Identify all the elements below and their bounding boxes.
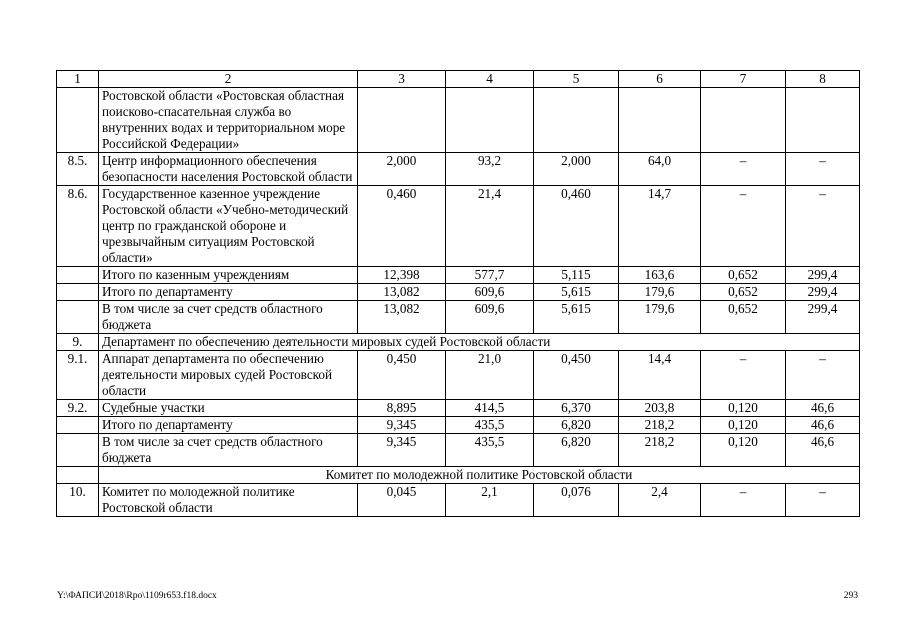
row-number (57, 467, 99, 484)
row-number: 8.6. (57, 186, 99, 267)
value-cell: 0,460 (358, 186, 446, 267)
value-cell: – (701, 153, 786, 186)
value-cell: 14,4 (619, 351, 701, 400)
value-cell: – (701, 484, 786, 517)
table-row (57, 484, 860, 517)
column-number-5: 5 (534, 71, 619, 88)
value-cell: 577,7 (446, 267, 534, 284)
footer-page-number: 293 (843, 591, 858, 601)
row-number: 9.2. (57, 400, 99, 417)
value-cell: 179,6 (619, 284, 701, 301)
value-cell: 12,398 (358, 267, 446, 284)
column-number-3: 3 (358, 71, 446, 88)
row-number: 8.5. (57, 153, 99, 186)
row-number (57, 284, 99, 301)
value-cell: 2,000 (358, 153, 446, 186)
row-number (57, 417, 99, 434)
column-number-7: 7 (701, 71, 786, 88)
value-cell: 218,2 (619, 417, 701, 434)
value-cell (446, 88, 534, 153)
row-name: Ростовской области «Ростовская областная поисково-спасательная служба во внутренних водах и территориальном море Российской Федерации» (99, 88, 358, 153)
value-cell: 203,8 (619, 400, 701, 417)
value-cell: 9,345 (358, 434, 446, 467)
table-row (57, 467, 860, 484)
column-number-4: 4 (446, 71, 534, 88)
value-cell: 0,450 (534, 351, 619, 400)
value-cell: 2,000 (534, 153, 619, 186)
value-cell: 0,450 (358, 351, 446, 400)
value-cell: 46,6 (786, 417, 860, 434)
row-name: Аппарат департамента по обеспечению деятельности мировых судей Ростовской области (99, 351, 358, 400)
table-row (57, 301, 860, 334)
value-cell: 0,460 (534, 186, 619, 267)
value-cell: – (786, 351, 860, 400)
value-cell: 21,4 (446, 186, 534, 267)
row-name: В том числе за счет средств областного бюджета (99, 434, 358, 467)
value-cell (619, 88, 701, 153)
row-name: Итого по казенным учреждениям (99, 267, 358, 284)
value-cell: 435,5 (446, 434, 534, 467)
footer-file-path: Y:\ФАПСИ\2018\Rpo\1109r653.f18.docx (57, 591, 217, 601)
value-cell: 46,6 (786, 434, 860, 467)
value-cell: 299,4 (786, 284, 860, 301)
row-number: 9. (57, 334, 99, 351)
value-cell: 0,120 (701, 400, 786, 417)
value-cell: 609,6 (446, 284, 534, 301)
value-cell: 2,4 (619, 484, 701, 517)
value-cell: 435,5 (446, 417, 534, 434)
value-cell (534, 88, 619, 153)
row-number: 9.1. (57, 351, 99, 400)
column-number-6: 6 (619, 71, 701, 88)
value-cell: 5,115 (534, 267, 619, 284)
value-cell: 13,082 (358, 301, 446, 334)
value-cell: 64,0 (619, 153, 701, 186)
table-row (57, 334, 860, 351)
section-title: Департамент по обеспечению деятельности мировых судей Ростовской области (99, 334, 860, 351)
value-cell (786, 88, 860, 153)
budget-table (56, 70, 860, 517)
value-cell: 14,7 (619, 186, 701, 267)
value-cell: 8,895 (358, 400, 446, 417)
value-cell: 46,6 (786, 400, 860, 417)
value-cell: – (701, 186, 786, 267)
value-cell: 21,0 (446, 351, 534, 400)
row-name: Государственное казенное учреждение Ростовской области «Учебно-методический центр по гражданской обороне и чрезвычайным ситуациям Ростовской области» (99, 186, 358, 267)
row-name: Судебные участки (99, 400, 358, 417)
table-row (57, 400, 860, 417)
table-row (57, 153, 860, 186)
table-row (57, 434, 860, 467)
value-cell: 0,652 (701, 284, 786, 301)
value-cell: 6,820 (534, 417, 619, 434)
table-row (57, 88, 860, 153)
row-name: Комитет по молодежной политике Ростовской области (99, 484, 358, 517)
value-cell: 6,820 (534, 434, 619, 467)
value-cell: 0,076 (534, 484, 619, 517)
value-cell: 13,082 (358, 284, 446, 301)
row-name: Центр информационного обеспечения безопасности населения Ростовской области (99, 153, 358, 186)
value-cell: 5,615 (534, 301, 619, 334)
table-row (57, 351, 860, 400)
value-cell: 299,4 (786, 267, 860, 284)
value-cell: 163,6 (619, 267, 701, 284)
value-cell: 2,1 (446, 484, 534, 517)
value-cell: 609,6 (446, 301, 534, 334)
table-row (57, 284, 860, 301)
value-cell: 93,2 (446, 153, 534, 186)
row-number (57, 434, 99, 467)
value-cell (358, 88, 446, 153)
value-cell: 218,2 (619, 434, 701, 467)
value-cell: – (786, 484, 860, 517)
value-cell: – (786, 153, 860, 186)
value-cell: 6,370 (534, 400, 619, 417)
value-cell: 299,4 (786, 301, 860, 334)
value-cell (701, 88, 786, 153)
value-cell: 0,120 (701, 417, 786, 434)
value-cell: 0,120 (701, 434, 786, 467)
table-header-row (57, 71, 860, 88)
row-number (57, 301, 99, 334)
value-cell: 0,045 (358, 484, 446, 517)
value-cell: 9,345 (358, 417, 446, 434)
row-number (57, 88, 99, 153)
value-cell: 5,615 (534, 284, 619, 301)
row-number (57, 267, 99, 284)
section-title: Комитет по молодежной политике Ростовской области (99, 467, 860, 484)
table-row (57, 186, 860, 267)
column-number-2: 2 (99, 71, 358, 88)
column-number-8: 8 (786, 71, 860, 88)
row-name: Итого по департаменту (99, 417, 358, 434)
table-row (57, 267, 860, 284)
value-cell: 0,652 (701, 301, 786, 334)
value-cell: 414,5 (446, 400, 534, 417)
row-name: В том числе за счет средств областного бюджета (99, 301, 358, 334)
value-cell: – (786, 186, 860, 267)
value-cell: 0,652 (701, 267, 786, 284)
value-cell: 179,6 (619, 301, 701, 334)
row-name: Итого по департаменту (99, 284, 358, 301)
table-row (57, 417, 860, 434)
column-number-1: 1 (57, 71, 99, 88)
value-cell: – (701, 351, 786, 400)
row-number: 10. (57, 484, 99, 517)
